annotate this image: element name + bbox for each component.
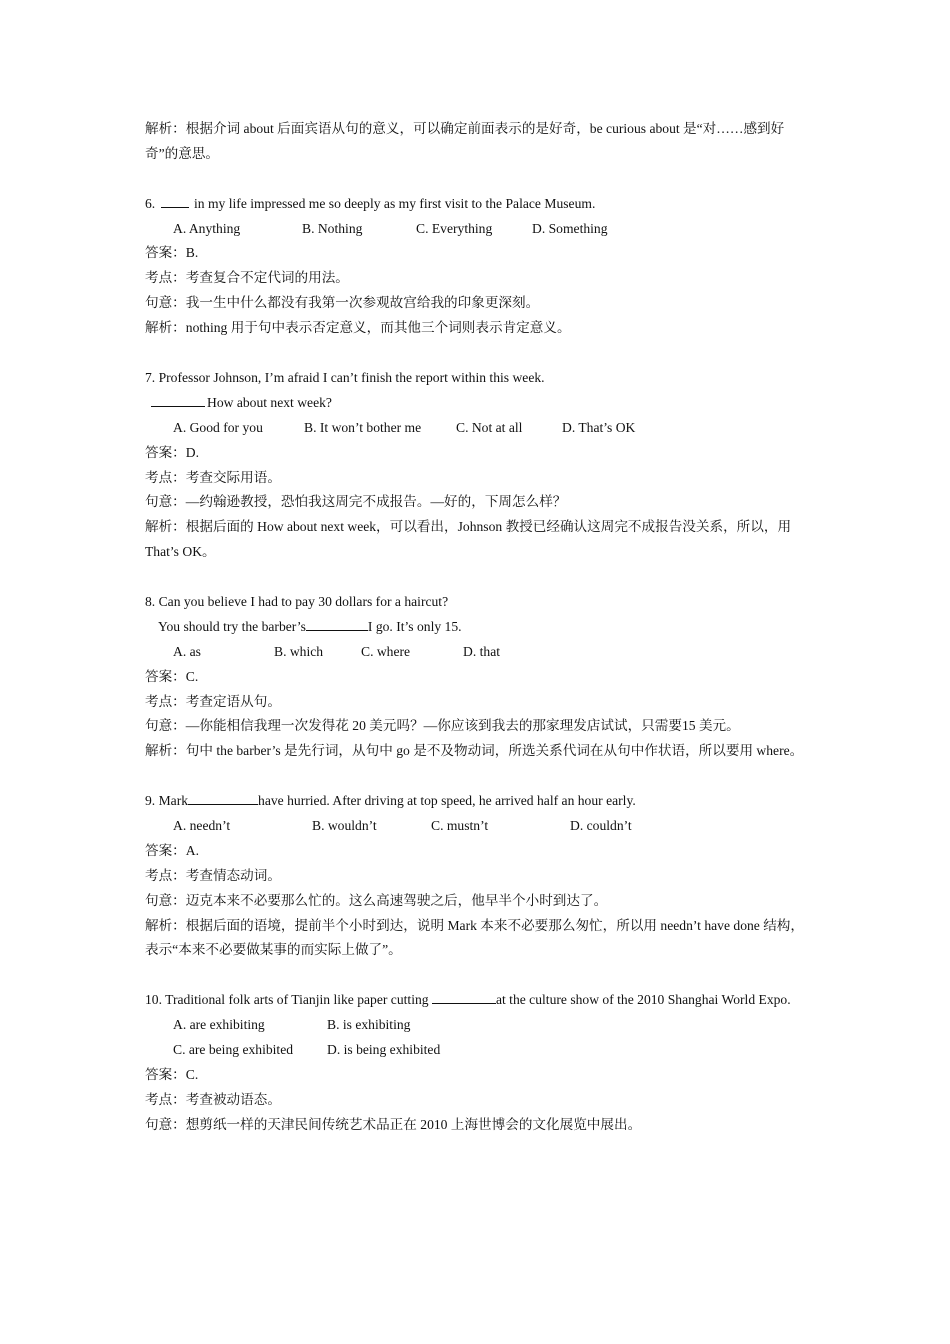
q8-stem-line2-b: I go. It’s only 15.: [367, 618, 462, 634]
q6-stem-text: in my life impressed me so deeply as my first visit to the Palace Museum.: [194, 195, 596, 211]
q6-stem: [145, 192, 810, 217]
q9-option-a: A. needn’t: [173, 818, 231, 834]
q9-stem: [145, 789, 810, 814]
q10-stem-a: 10. Traditional folk arts of Tianjin like paper cutting: [145, 992, 432, 1008]
q9-stem-b: have hurried. After driving at top speed, he arrived half an hour early.: [258, 793, 636, 809]
q7-meaning: 句意：—约翰逊教授，恐怕我这周完不成报告。—好的，下周怎么样？: [145, 494, 567, 510]
q9-option-b: B. wouldn’t: [312, 818, 377, 834]
q9-option-d: D. couldn’t: [570, 818, 632, 834]
q8-answer: 答案：C.: [145, 668, 199, 684]
q8-meaning: 句意：—你能相信我理一次发得花 20 美元吗？—你应该到我去的那家理发店试试，只需要15 美元。: [145, 718, 740, 734]
q10-option-a: A. are exhibiting: [173, 1017, 265, 1033]
q9-meaning: 句意：迈克本来不必要那么忙的。这么高速驾驶之后，他早半个小时到达了。: [145, 892, 608, 908]
q7-blank: [151, 392, 205, 407]
q7-stem-line2-text: How about next week?: [207, 394, 332, 410]
q10-option-c: C. are being exhibited: [173, 1042, 294, 1058]
document-page: [145, 117, 810, 1138]
q7-option-b: B. It won’t bother me: [304, 419, 422, 435]
q8-analysis: 解析：句中 the barber’s 是先行词，从句中 go 是不及物动词，所选关系代词在从句中作状语，所以要用 where。: [145, 743, 804, 759]
q7-option-a: A. Good for you: [173, 419, 263, 435]
q6-answer: 答案：B.: [145, 245, 199, 261]
q7-option-c: C. Not at all: [456, 419, 523, 435]
q8-option-b: B. which: [274, 643, 324, 659]
q8-options: [145, 640, 810, 665]
q7-option-d: D. That’s OK: [562, 419, 636, 435]
q6-options: [145, 217, 810, 242]
q7-analysis: 解析：根据后面的 How about next week，可以看出，Johnson 教授已经确认这周完不成报告没关系，所以，用 That’s OK。: [145, 519, 792, 560]
q6-meaning: 句意：我一生中什么都没有我第一次参观故宫给我的印象更深刻。: [145, 295, 540, 311]
q10-point: 考点：考查被动语态。: [145, 1091, 281, 1107]
q10-options-row1: [145, 1013, 810, 1038]
q10-options-row2: [145, 1038, 810, 1063]
q6-option-c: C. Everything: [416, 220, 493, 236]
q8-option-c: C. where: [361, 643, 411, 659]
q9-answer: 答案：A.: [145, 842, 199, 858]
q9-options: [145, 814, 810, 839]
q8-stem-line2-a: You should try the barber’s: [158, 618, 306, 634]
q10-option-d: D. is being exhibited: [327, 1042, 441, 1058]
q7-point: 考点：考查交际用语。: [145, 469, 281, 485]
q7-answer: 答案：D.: [145, 444, 199, 460]
q9-stem-a: 9. Mark: [145, 793, 189, 809]
q10-blank: [432, 989, 496, 1004]
q6-point: 考点：考查复合不定代词的用法。: [145, 270, 349, 286]
q7-options: [145, 416, 810, 441]
q10-meaning: 句意：想剪纸一样的天津民间传统艺术品正在 2010 上海世博会的文化展览中展出。: [145, 1116, 642, 1132]
q7-stem-line1: 7. Professor Johnson, I’m afraid I can’t finish the report within this week.: [145, 369, 545, 385]
q7-stem-line2: [145, 391, 810, 416]
q6-option-b: B. Nothing: [302, 220, 363, 236]
q10-stem: [145, 988, 810, 1013]
q6-blank: [161, 193, 189, 208]
q9-analysis: 解析：根据后面的语境，提前半个小时到达，说明 Mark 本来不必要那么匆忙，所以用 needn’t have done 结构，表示“本来不必要做某事的而实际上做了”。: [145, 917, 804, 958]
q8-point: 考点：考查定语从句。: [145, 693, 281, 709]
q6-number: 6.: [145, 195, 156, 211]
q9-point: 考点：考查情态动词。: [145, 867, 281, 883]
q8-blank: [306, 616, 368, 631]
q6-analysis: 解析：nothing 用于句中表示否定意义，而其他三个词则表示肯定意义。: [145, 320, 571, 336]
q10-answer: 答案：C.: [145, 1066, 199, 1082]
q8-stem-line2: [145, 615, 810, 640]
q8-option-a: A. as: [173, 643, 201, 659]
q5-analysis: 解析：根据介词 about 后面宾语从句的意义，可以确定前面表示的是好奇，be curious about 是“对……感到好奇”的意思。: [145, 121, 785, 161]
q6-option-a: A. Anything: [173, 220, 241, 236]
q9-option-c: C. mustn’t: [431, 818, 489, 834]
q10-option-b: B. is exhibiting: [327, 1017, 411, 1033]
q8-stem-line1: 8. Can you believe I had to pay 30 dollars for a haircut?: [145, 593, 449, 609]
q8-option-d: D. that: [463, 643, 500, 659]
q10-stem-b: at the culture show of the 2010 Shanghai World Expo.: [495, 992, 791, 1008]
q6-option-d: D. Something: [532, 220, 608, 236]
q9-blank: [188, 790, 258, 805]
